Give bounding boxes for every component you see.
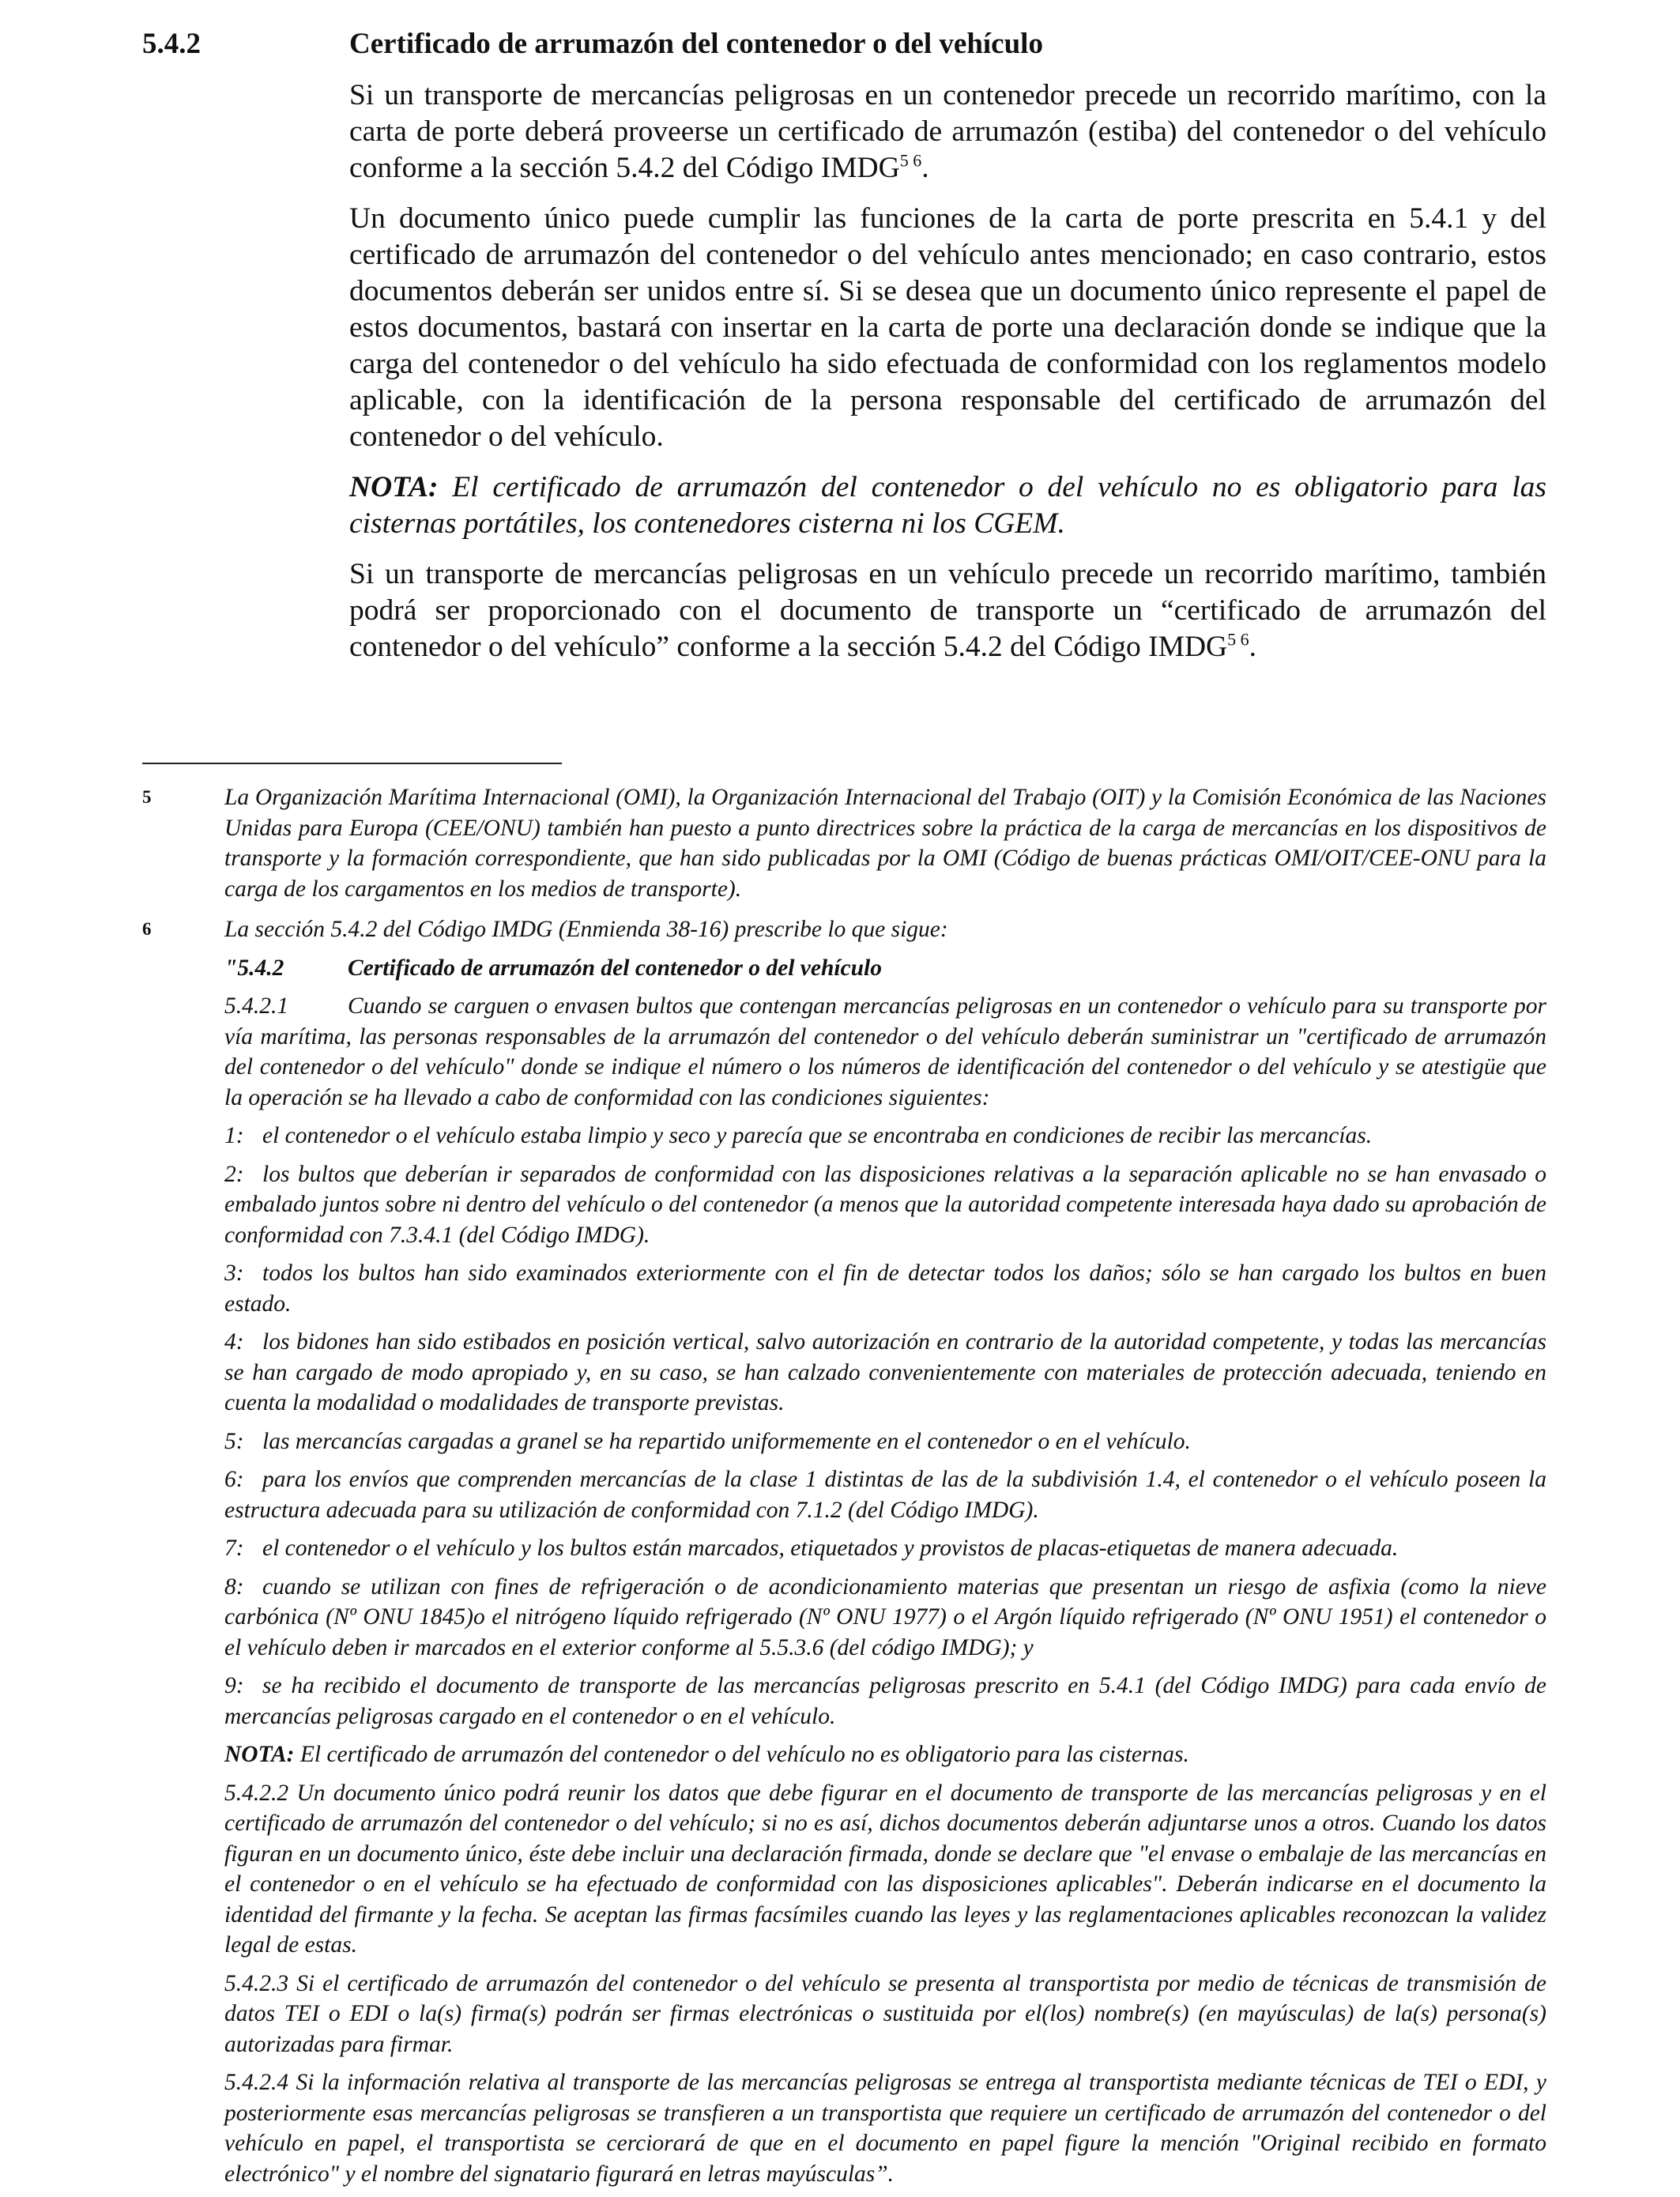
note-label: NOTA: [349, 471, 439, 503]
list-item-number: 2: [224, 1161, 244, 1187]
list-item-text: los bultos que deberían ir separados de conformidad con las disposiciones relativas a la separación aplicable no se han envasado o embalado juntos sobre ni dentro del vehículo o del contenedor (a menos que la autoridad competente interesada haya dado su aprobación de conformidad con 7.3.4.1 (del Código IMDG). [224, 1161, 1546, 1248]
list-item [224, 1159, 1546, 1251]
subsection-text: Cuando se carguen o envasen bultos que contengan mercancías peligrosas en un contenedor o vehículo para su transporte por vía marítima, las personas responsables de la arrumazón del contenedor o del vehículo deberán suministrar un "certificado de arrumazón del contenedor o del vehículo" donde se indique el número o los números de identificación del contenedor o del vehículo y se atestigüe que la operación se ha llevado a cabo de conformidad con las condiciones siguientes: [224, 993, 1546, 1110]
period: . [1249, 631, 1256, 663]
list-item [224, 1426, 1546, 1457]
footnote-intro: La sección 5.4.2 del Código IMDG (Enmienda 38-16) prescribe lo que sigue: [224, 917, 948, 942]
list-item [224, 1258, 1546, 1319]
subsection-5-4-2-2: 5.4.2.2 Un documento único podrá reunir los datos que debe figurar en el documento de transporte de las mercancías peligrosas y en el certificado de arrumazón del contenedor o del vehículo; si no es así, dichos documentos deberán adjuntarse unos a otros. Cuando los datos figuran en un documento único, éste debe incluir una declaración firmada, donde se declare que "el envase o embalaje de las mercancías en el contenedor o en el vehículo se ha efectuado de conformidad con las disposiciones aplicables". Deberán indicarse en el documento la identidad del firmante y la fecha. Se aceptan las firmas facsímiles cuando las leyes y las reglamentaciones aplicables reconozcan la validez legal de estas. [224, 1780, 1546, 1958]
list-item-text: para los envíos que comprenden mercancías de la clase 1 distintas de las de la subdivisión 1.4, el contenedor o el vehículo poseen la estructura adecuada para su utilización de conformidad con 7.1.2 (del Código IMDG). [224, 1467, 1546, 1523]
heading-title: Certificado de arrumazón del contenedor o del vehículo [348, 955, 883, 981]
footnote-note [224, 1739, 1546, 1770]
list-item-number: 4: [224, 1329, 244, 1355]
quoted-heading [224, 953, 1546, 984]
list-item-text: se ha recibido el documento de transporte de las mercancías peligrosas prescrito en 5.4.1 (del Código IMDG) para cada envío de mercancías peligrosas cargado en el contenedor o en el vehículo. [224, 1673, 1546, 1729]
list-item-text: cuando se utilizan con fines de refrigeración o de acondicionamiento materias que presentan un riesgo de asfixia (como la nieve carbónica (Nº ONU 1845)o el nitrógeno líquido refrigerado (Nº ONU 1977) o el Argón líquido refrigerado (Nº ONU 1951) el contenedor o el vehículo deben ir marcados en el exterior conforme al 5.5.3.6 (del código IMDG); y [224, 1573, 1546, 1660]
list-item-number: 8: [224, 1573, 244, 1600]
list-item-number: 3: [224, 1261, 244, 1286]
list-item-text: el contenedor o el vehículo y los bultos están marcados, etiquetados y provistos de placas-etiquetas de manera adecuada. [262, 1536, 1399, 1561]
list-item-text: todos los bultos han sido examinados exteriormente con el fin de detectar todos los daños; sólo se han cargado los bultos en buen estado. [224, 1261, 1546, 1317]
note-text: El certificado de arrumazón del contenedor o del vehículo no es obligatorio para las cisternas. [294, 1742, 1189, 1767]
period: . [921, 152, 929, 184]
condition-list [224, 1121, 1546, 1732]
footnote-text: La Organización Marítima Internacional (OMI), la Organización Internacional del Trabajo (OIT) y la Comisión Económica de las Naciones Unidas para Europa (CEE/ONU) también han puesto a punto directrices sobre la práctica de la carga de mercancías en los dispositivos de transporte y la formación correspondiente, que han sido publicadas por la OMI (Código de buenas prácticas OMI/OIT/CEE-ONU para la carga de los cargamentos en los medios de transporte). [224, 785, 1546, 902]
list-item-number: 7: [224, 1536, 244, 1561]
section-title: Certificado de arrumazón del contenedor o del vehículo [349, 28, 1043, 60]
body-paragraph-2: Un documento único puede cumplir las funciones de la carta de porte prescrita en 5.4.1 y del certificado de arrumazón del contenedor o del vehículo antes mencionado; en caso contrario, estos documentos deberán ser unidos entre sí. Si se desea que un documento único represente el papel de estos documentos, bastará con insertar en la carta de porte una declaración donde se indique que la carga del contenedor o del vehículo ha sido efectuada de conformidad con los reglamentos modelo aplicable, con la identificación de la persona responsable del certificado de arrumazón del contenedor o del vehículo. [349, 202, 1546, 453]
list-item-text: el contenedor o el vehículo estaba limpio y seco y parecía que se encontraba en condiciones de recibir las mercancías. [262, 1123, 1373, 1148]
subsection-5-4-2-1 [224, 991, 1546, 1113]
body-note [349, 469, 1546, 542]
body-paragraph-1 [349, 77, 1546, 187]
list-item-text: los bidones han sido estibados en posición vertical, salvo autorización en contrario de la autoridad competente, y todas las mercancías se han cargado de modo apropiado y, en su caso, se han calzado convenientemente con materiales de protección adecuada, teniendo en cuenta la modalidad o modalidades de transporte previstas. [224, 1329, 1546, 1415]
list-item-number: 5: [224, 1428, 244, 1454]
list-item-text: las mercancías cargadas a granel se ha repartido uniformemente en el contenedor o en el vehículo. [262, 1428, 1191, 1454]
paragraph-text: Si un transporte de mercancías peligrosas en un contenedor precede un recorrido marítimo, con la carta de porte deberá proveerse un certificado de arrumazón (estiba) del contenedor o del vehículo conforme a la sección 5.4.2 del Código IMDG [349, 79, 1546, 184]
note-label: NOTA: [224, 1742, 295, 1767]
list-item-number: 9: [224, 1673, 244, 1698]
footnote-ref: 5 6 [1227, 629, 1249, 650]
footnote-ref: 5 6 [899, 150, 922, 171]
list-item-number: 6: [224, 1467, 244, 1492]
list-item [224, 1533, 1546, 1564]
subsection-number: 5.4.2.1 [224, 993, 289, 1019]
list-item-number: 1: [224, 1123, 244, 1148]
list-item [224, 1327, 1546, 1419]
subsection-5-4-2-4: 5.4.2.4 Si la información relativa al transporte de las mercancías peligrosas se entrega al transportista mediante técnicas de TEI o EDI, y posteriormente esas mercancías peligrosas se transfieren a un transportista que requiere un certificado de arrumazón del contenedor o del vehículo en papel, el transportista se cerciorará de que en el documento en papel figure la mención "Original recibido en formato electrónico" y el nombre del signatario figurará en letras mayúsculas”. [224, 2070, 1546, 2187]
footnote-mark: 5 [142, 787, 152, 807]
footnote-mark: 6 [142, 919, 152, 939]
list-item [224, 1572, 1546, 1664]
heading-number: "5.4.2 [224, 955, 284, 981]
section-body [349, 77, 1546, 680]
paragraph-text: Si un transporte de mercancías peligrosas en un vehículo precede un recorrido marítimo, también podrá ser proporcionado con el documento de transporte un “certificado de arrumazón del contenedor o del vehículo” conforme a la sección 5.4.2 del Código IMDG [349, 558, 1546, 663]
body-paragraph-3 [349, 556, 1546, 665]
section-number: 5.4.2 [142, 28, 201, 60]
footnote-separator [142, 763, 562, 764]
list-item [224, 1121, 1546, 1151]
list-item [224, 1464, 1546, 1525]
subsection-5-4-2-3: 5.4.2.3 Si el certificado de arrumazón del contenedor o del vehículo se presenta al transportista por medio de técnicas de transmisión de datos TEI o EDI o la(s) firma(s) podrán ser firmas electrónicas o sustituida por el(los) nombre(s) (en mayúsculas) de la(s) persona(s) autorizadas para firmar. [224, 1970, 1546, 2057]
note-text: El certificado de arrumazón del contenedor o del vehículo no es obligatorio para las cisternas portátiles, los contenedores cisterna ni los CGEM. [349, 471, 1546, 540]
list-item [224, 1671, 1546, 1732]
